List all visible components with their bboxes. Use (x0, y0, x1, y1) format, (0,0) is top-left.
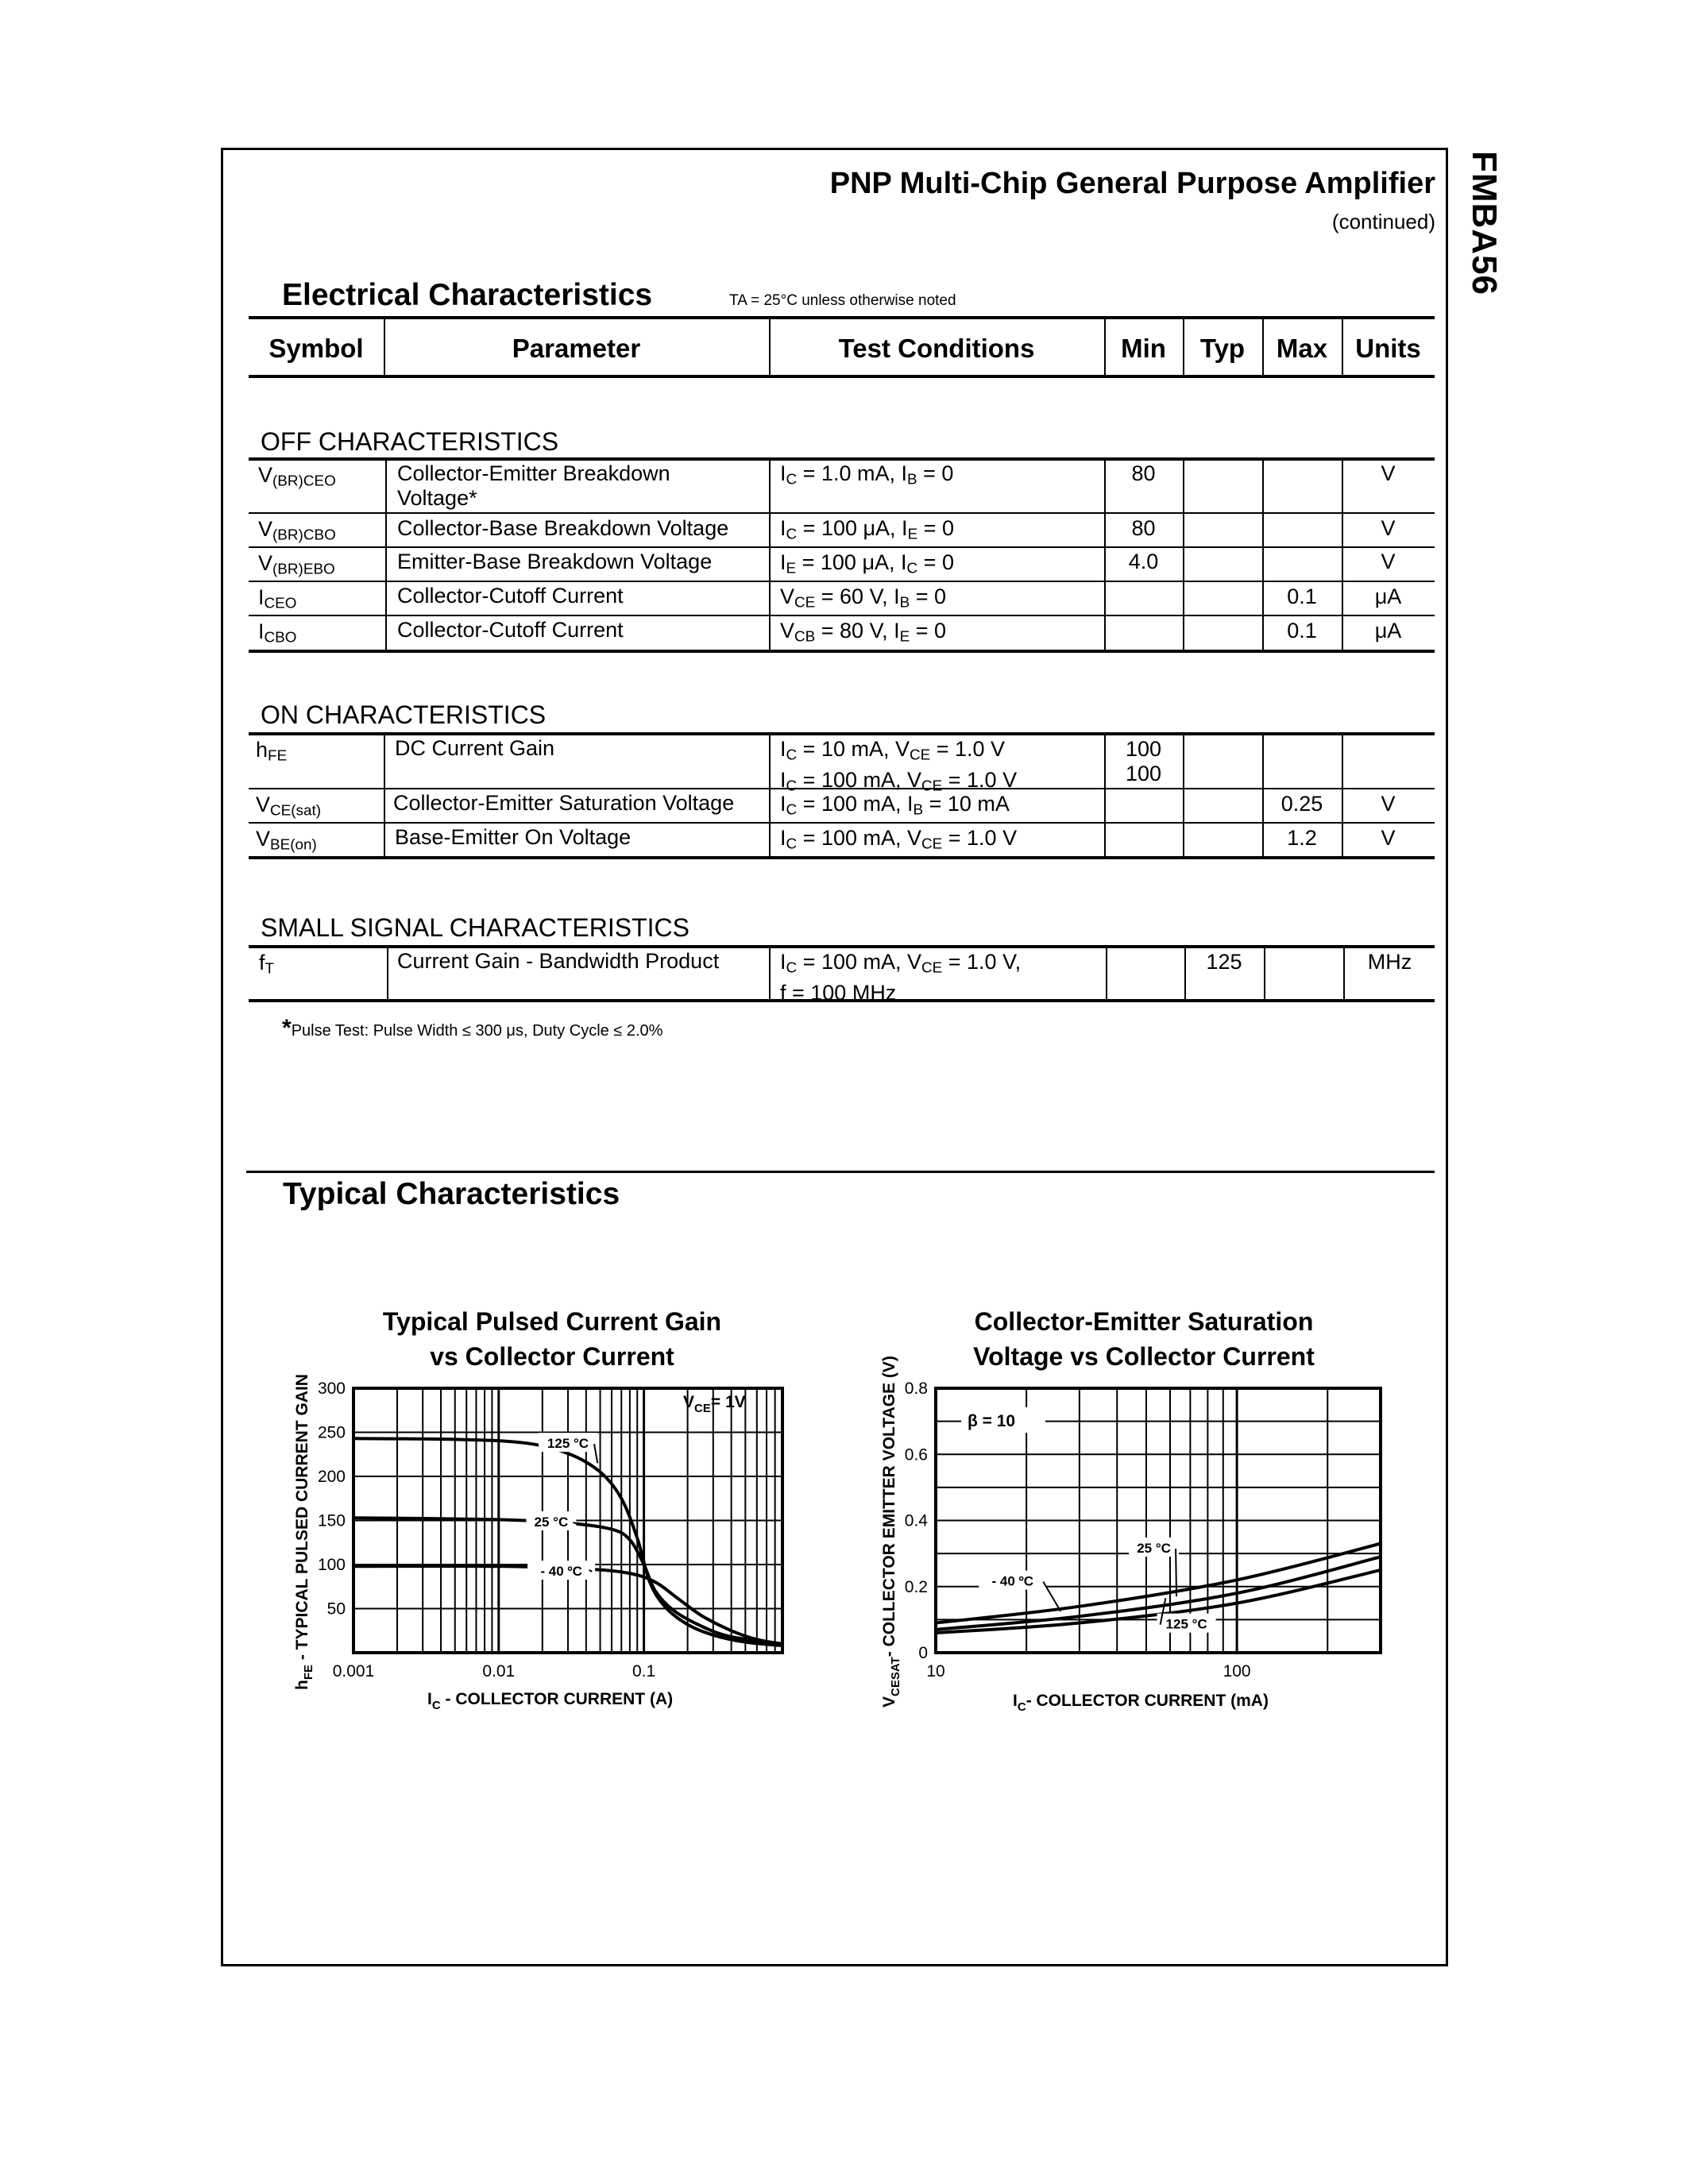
condition-vbrceo: $I_C = 1.0$ mA, $I_B = 0$ (780, 461, 954, 488)
column-header-min: Min (1121, 334, 1166, 363)
section-title-small-signal: SMALL SIGNAL CHARACTERISTICS (261, 913, 689, 942)
electrical-characteristics-title: Electrical Characteristics (282, 278, 653, 312)
section-title-on: ON CHARACTERISTICS (261, 700, 547, 729)
chart1-series-label: - 40 ºC (540, 1564, 582, 1580)
units-vbrebo: V (1381, 550, 1396, 573)
symbol-iceo: $I_{CEO}$ (258, 585, 297, 612)
units-ft: MHz (1367, 950, 1412, 974)
column-header-test-conditions: Test Conditions (838, 334, 1035, 363)
parameter-vbeon: Base-Emitter On Voltage (395, 825, 632, 849)
max-icbo: 0.1 (1287, 619, 1317, 642)
chart2-y-axis-label: $V_{CESAT}-$ COLLECTOR EMITTER VOLTAGE (V) (880, 1356, 902, 1707)
units-iceo: μA (1374, 585, 1402, 608)
chart1-y-tick-label: 50 (326, 1599, 346, 1619)
max-vbeon: 1.2 (1287, 826, 1317, 850)
condition-iceo: $V_{CE} = 60$ V, $I_B = 0$ (780, 585, 947, 612)
side-part-number: FMBA56 (1465, 151, 1504, 296)
parameter-ft: Current Gain - Bandwidth Product (397, 949, 720, 973)
chart2-title: Collector-Emitter Saturation Voltage vs Collector Current (973, 1307, 1315, 1371)
parameter-vcesat: Collector-Emitter Saturation Voltage (393, 791, 735, 815)
chart2-y-tick-label: 0.6 (904, 1445, 928, 1464)
min-vbrebo: 4.0 (1128, 550, 1159, 573)
chart1-y-axis-label: $h_{FE}$ - TYPICAL PULSED CURRENT GAIN (293, 1374, 315, 1690)
condition-vbeon: $I_C = 100$ mA, $V_{CE} = 1.0$ V (780, 826, 1018, 853)
section-title-off: OFF CHARACTERISTICS (261, 427, 559, 456)
chart2-y-tick-label: 0.4 (904, 1511, 928, 1530)
condition-vbrcbo: $I_C = 100$ μA, $I_E = 0$ (780, 516, 954, 543)
parameter-vbrebo: Emitter-Base Breakdown Voltage (397, 550, 713, 573)
chart1-y-tick-label: 150 (317, 1511, 346, 1530)
chart2-series-label: 25 °C (1137, 1540, 1171, 1556)
max-vcesat: 0.25 (1280, 792, 1323, 816)
chart1-title: Typical Pulsed Current Gain vs Collector Current (382, 1307, 722, 1371)
units-vbrcbo: V (1381, 516, 1396, 540)
max-iceo: 0.1 (1287, 585, 1317, 608)
chart2-x-tick-label: 100 (1223, 1662, 1251, 1680)
symbol-vbrceo: $V_{(BR)CEO}$ (258, 463, 336, 490)
typical-characteristics-title: Typical Characteristics (283, 1177, 620, 1211)
chart1-x-tick-label: 0.01 (482, 1662, 516, 1680)
temperature-note: TA = 25°C unless otherwise noted (729, 292, 956, 309)
chart2-y-tick-label: 0 (918, 1644, 928, 1662)
typ-ft: 125 (1206, 950, 1242, 974)
continued-label: (continued) (1331, 210, 1435, 233)
chart1-tick-labels (318, 1379, 655, 1680)
chart1-x-tick-label: 0.1 (632, 1662, 656, 1680)
chart2-x-tick-label: 10 (926, 1662, 945, 1680)
parameter-icbo: Collector-Cutoff Current (397, 618, 624, 642)
chart1-y-tick-label: 200 (317, 1468, 346, 1486)
chart1-series-label: 125 °C (547, 1436, 589, 1452)
symbol-vbrebo: $V_{(BR)EBO}$ (258, 551, 335, 578)
chart2-y-tick-label: 0.2 (904, 1577, 928, 1596)
symbol-vbeon: $V_{BE(on)}$ (256, 827, 317, 854)
pulse-test-footnote: *Pulse Test: Pulse Width ≤ 300 μs, Duty Cycle ≤ 2.0% (282, 1015, 663, 1041)
chart1-series-label: 25 °C (534, 1514, 569, 1530)
symbol-icbo: $I_{CBO}$ (258, 619, 297, 646)
column-header-max: Max (1276, 334, 1328, 363)
chart2-x-axis-label: $I_C-$ COLLECTOR CURRENT (mA) (1013, 1692, 1269, 1714)
chart1-y-tick-label: 250 (317, 1423, 346, 1442)
symbol-vbrcbo: $V_{(BR)CBO}$ (258, 517, 336, 544)
chart2-beta-annotation: β = 10 (968, 1412, 1016, 1430)
units-vbeon: V (1381, 826, 1396, 850)
parameter-hfe: DC Current Gain (395, 736, 555, 760)
parameter-iceo: Collector-Cutoff Current (397, 584, 624, 608)
min-vbrcbo: 80 (1131, 516, 1156, 540)
condition-vbrebo: $I_E = 100$ μA, $I_C = 0$ (780, 550, 954, 577)
chart1-x-axis-label: $I_C$ - COLLECTOR CURRENT (A) (427, 1690, 674, 1712)
units-vbrceo: V (1381, 461, 1396, 485)
symbol-hfe: $h_{FE}$ (256, 738, 288, 765)
condition-hfe: $I_C = 10$ mA, $V_{CE} = 1.0$ V $I_C = 100$ mA, $V_{CE} = 1.0$ V (780, 737, 1018, 795)
symbol-vcesat: $V_{CE(sat)}$ (256, 793, 322, 820)
chart2-series-label: - 40 ºC (991, 1573, 1034, 1589)
page-title: PNP Multi-Chip General Purpose Amplifier (829, 167, 1435, 200)
symbol-ft: $f_T$ (259, 951, 275, 978)
column-header-parameter: Parameter (512, 334, 641, 363)
column-header-symbol: Symbol (268, 334, 364, 363)
units-vcesat: V (1381, 792, 1396, 816)
chart1-x-tick-label: 0.001 (332, 1662, 375, 1680)
chart2-y-tick-label: 0.8 (904, 1379, 928, 1398)
chart1-y-tick-label: 300 (317, 1379, 346, 1398)
chart1-y-tick-label: 100 (317, 1556, 346, 1574)
condition-vcesat: $I_C = 100$ mA, $I_B = 10$ mA (780, 792, 1010, 819)
min-vbrceo: 80 (1131, 461, 1156, 485)
chart2-series-label: 125 °C (1165, 1616, 1207, 1632)
parameter-vbrceo: Collector-Emitter Breakdown Voltage* (397, 461, 670, 510)
units-icbo: μA (1374, 619, 1402, 642)
chart2-tick-labels (905, 1379, 1251, 1680)
condition-ft: $I_C = 100$ mA, $V_{CE} = 1.0$ V, f = 100 MHz (780, 950, 1022, 1005)
chart1-vce-annotation: $V_{CE}= 1V$ (683, 1393, 746, 1415)
parameter-vbrcbo: Collector-Base Breakdown Voltage (397, 516, 729, 540)
condition-icbo: $V_{CB} = 80$ V, $I_E = 0$ (780, 619, 947, 646)
chart2-series-labels (979, 1538, 1215, 1633)
min-hfe: 100 100 (1125, 737, 1162, 785)
column-header-typ: Typ (1199, 334, 1246, 363)
column-header-units: Units (1355, 334, 1421, 363)
